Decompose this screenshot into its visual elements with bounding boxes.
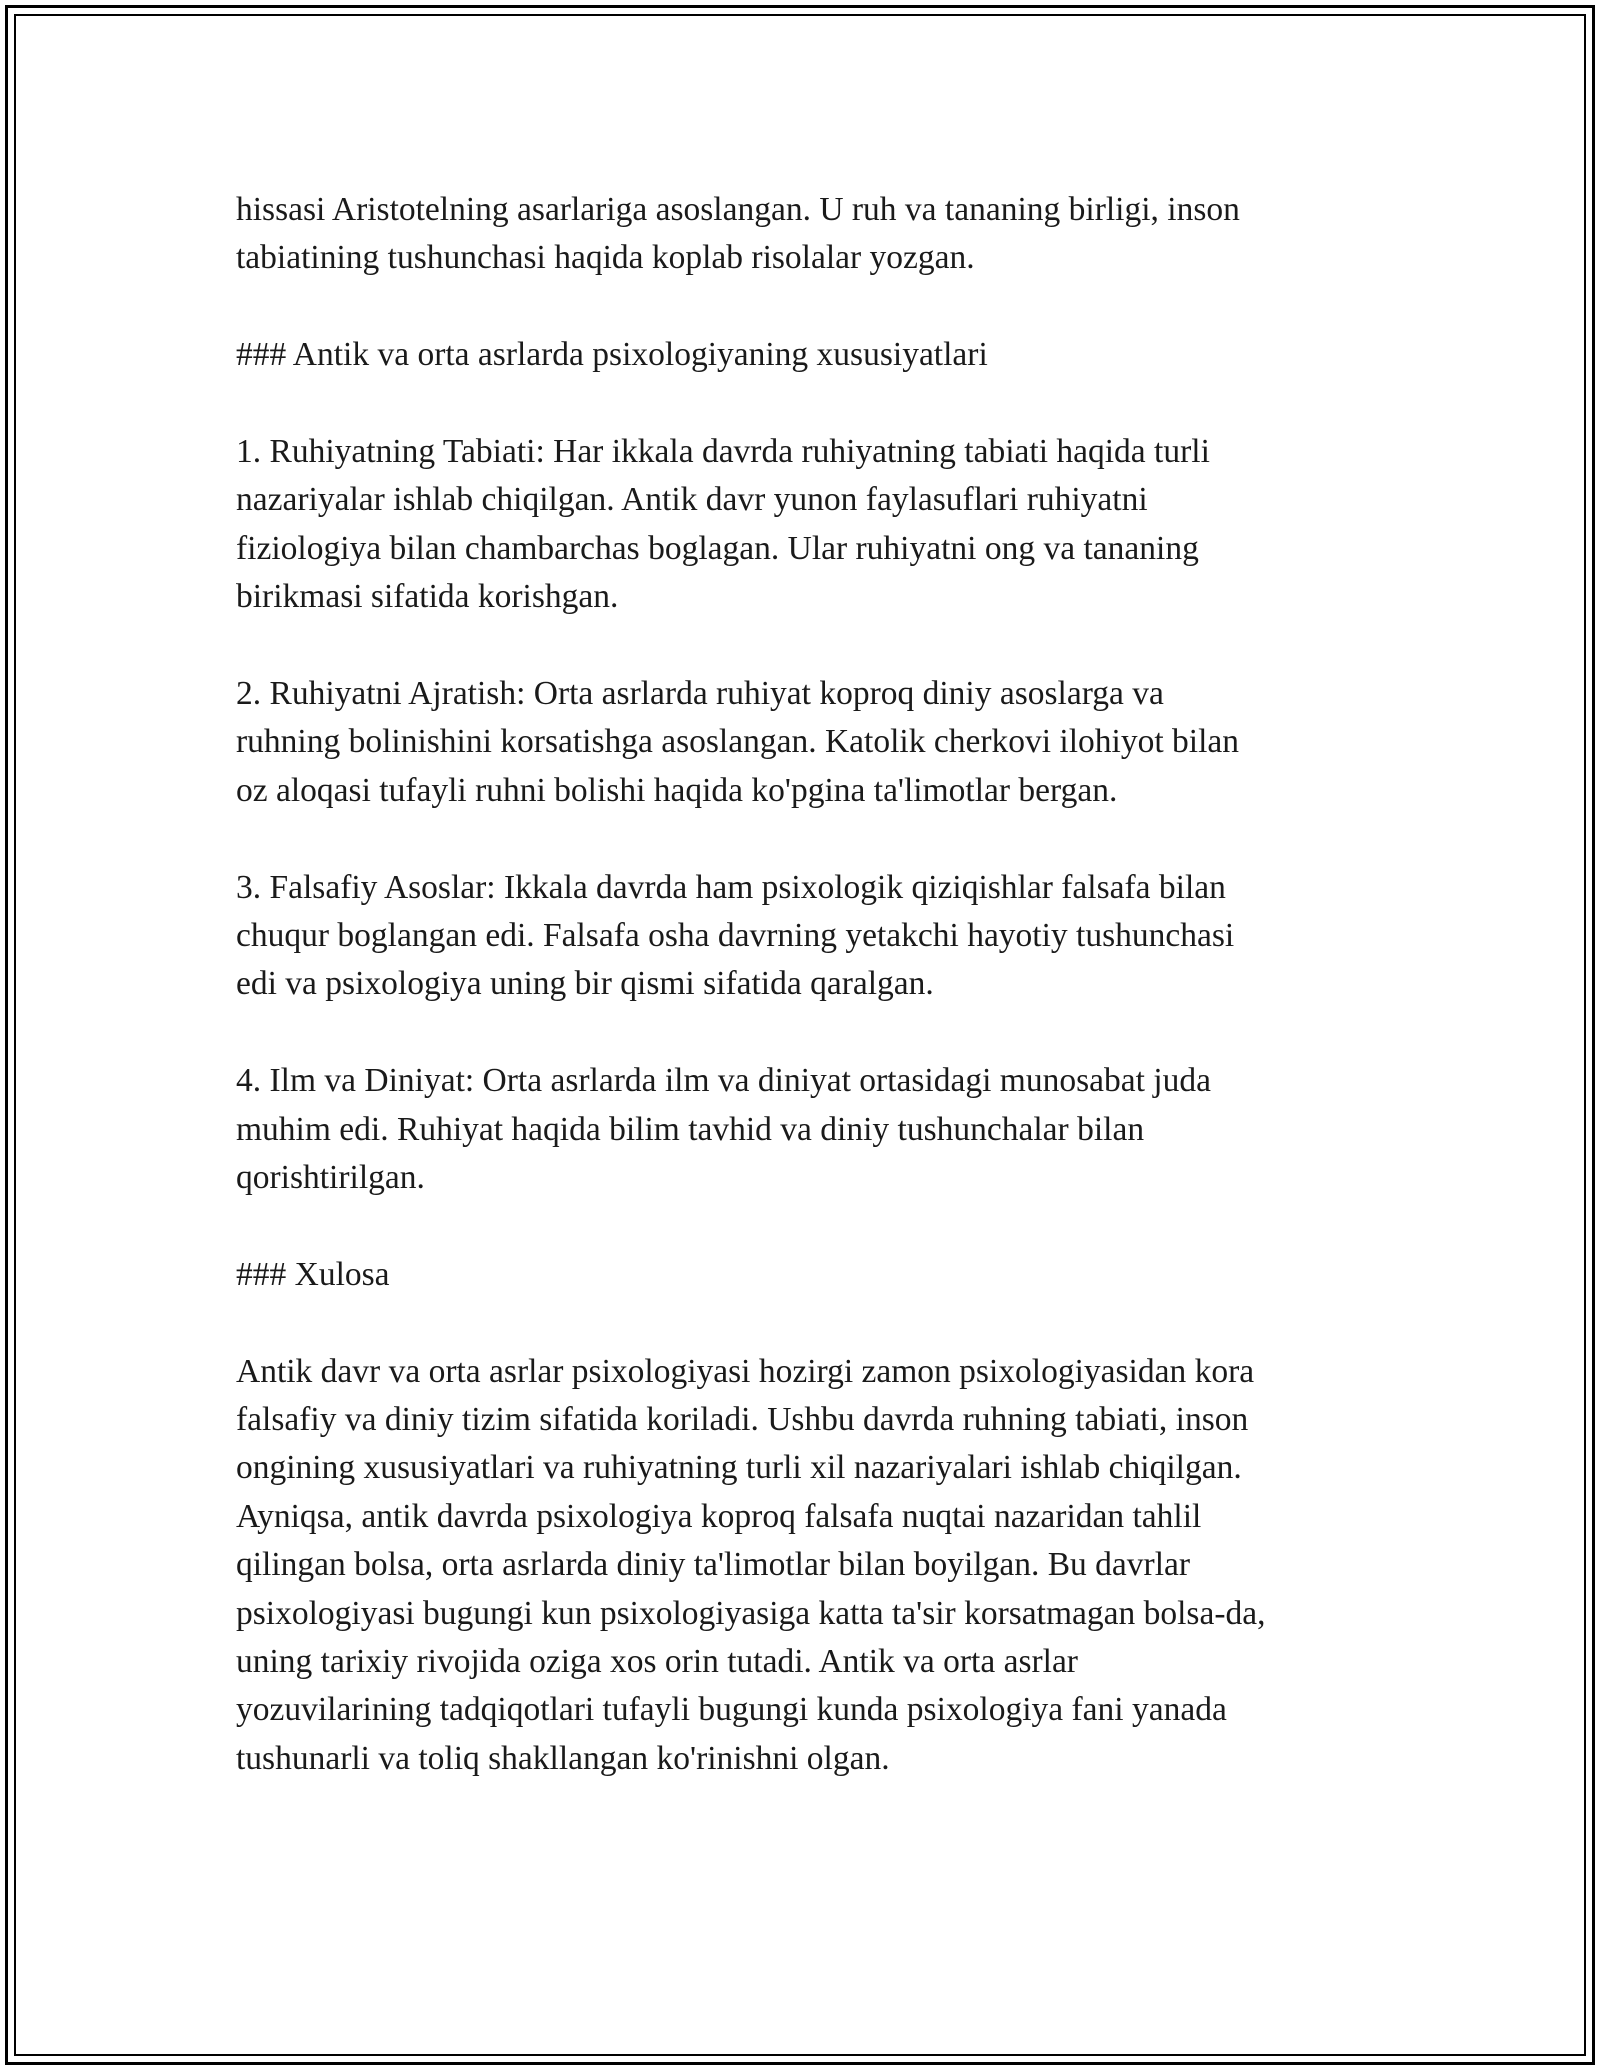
list-item-2: 2. Ruhiyatni Ajratish: Orta asrlarda ruhiyat koproq diniy asoslarga va ruhning bolinishini korsatishga asoslangan. Katolik cherkovi ilohiyot bilan oz aloqasi tufayli ruhni bolishi haqida ko'pgina ta'limotlar bergan. (236, 675, 1240, 809)
list-item-3: 3. Falsafiy Asoslar: Ikkala davrda ham psixologik qiziqishlar falsafa bilan chuqur boglangan edi. Falsafa osha davrning yetakchi hayotiy tushunchasi edi va psixologiya uning bir qismi sifatida qaralgan. (236, 868, 1235, 1003)
document-body (236, 186, 1376, 1783)
paragraph-aristotle-contribution: hissasi Aristotelning asarlariga asoslangan. U ruh va tananing birligi, inson tabiatining tushunchasi haqida koplab risolalar yozgan. (236, 191, 1240, 277)
heading-conclusion: ### Xulosa (236, 1255, 390, 1293)
heading-features: ### Antik va orta asrlarda psixologiyaning xususiyatlari (236, 336, 988, 374)
paragraph-conclusion: Antik davr va orta asrlar psixologiyasi hozirgi zamon psixologiyasidan kora falsafiy va diniy tizim sifatida koriladi. Ushbu davrda ruhning tabiati, inson ongining xususiyatlari va ruhiyatning turli xil nazariyalari ishlab chiqilgan. Ayniqsa, antik davrda psixologiya koproq falsafa nuqtai nazaridan tahlil qilingan bolsa, orta asrlarda diniy ta'limotlar bilan boyilgan. Bu davrlar psixologiyasi bugungi kun psixologiyasiga katta ta'sir korsatmagan bolsa-da, uning tarixiy rivojida oziga xos orin tutadi. Antik va orta asrlar yozuvilarining tadqiqotlari tufayli bugungi kunda psixologiya fani yanada tushunarli va toliq shakllangan ko'rinishni olgan. (236, 1352, 1266, 1777)
list-item-1: 1. Ruhiyatning Tabiati: Har ikkala davrda ruhiyatning tabiati haqida turli nazariyalar ishlab chiqilgan. Antik davr yunon faylasuflari ruhiyatni fiziologiya bilan chambarchas boglagan. Ular ruhiyatni ong va tananing birikmasi sifatida korishgan. (236, 433, 1210, 616)
list-item-4: 4. Ilm va Diniyat: Orta asrlarda ilm va diniyat ortasidagi munosabat juda muhim edi. Ruhiyat haqida bilim tavhid va diniy tushunchalar bilan qorishtirilgan. (236, 1062, 1211, 1197)
